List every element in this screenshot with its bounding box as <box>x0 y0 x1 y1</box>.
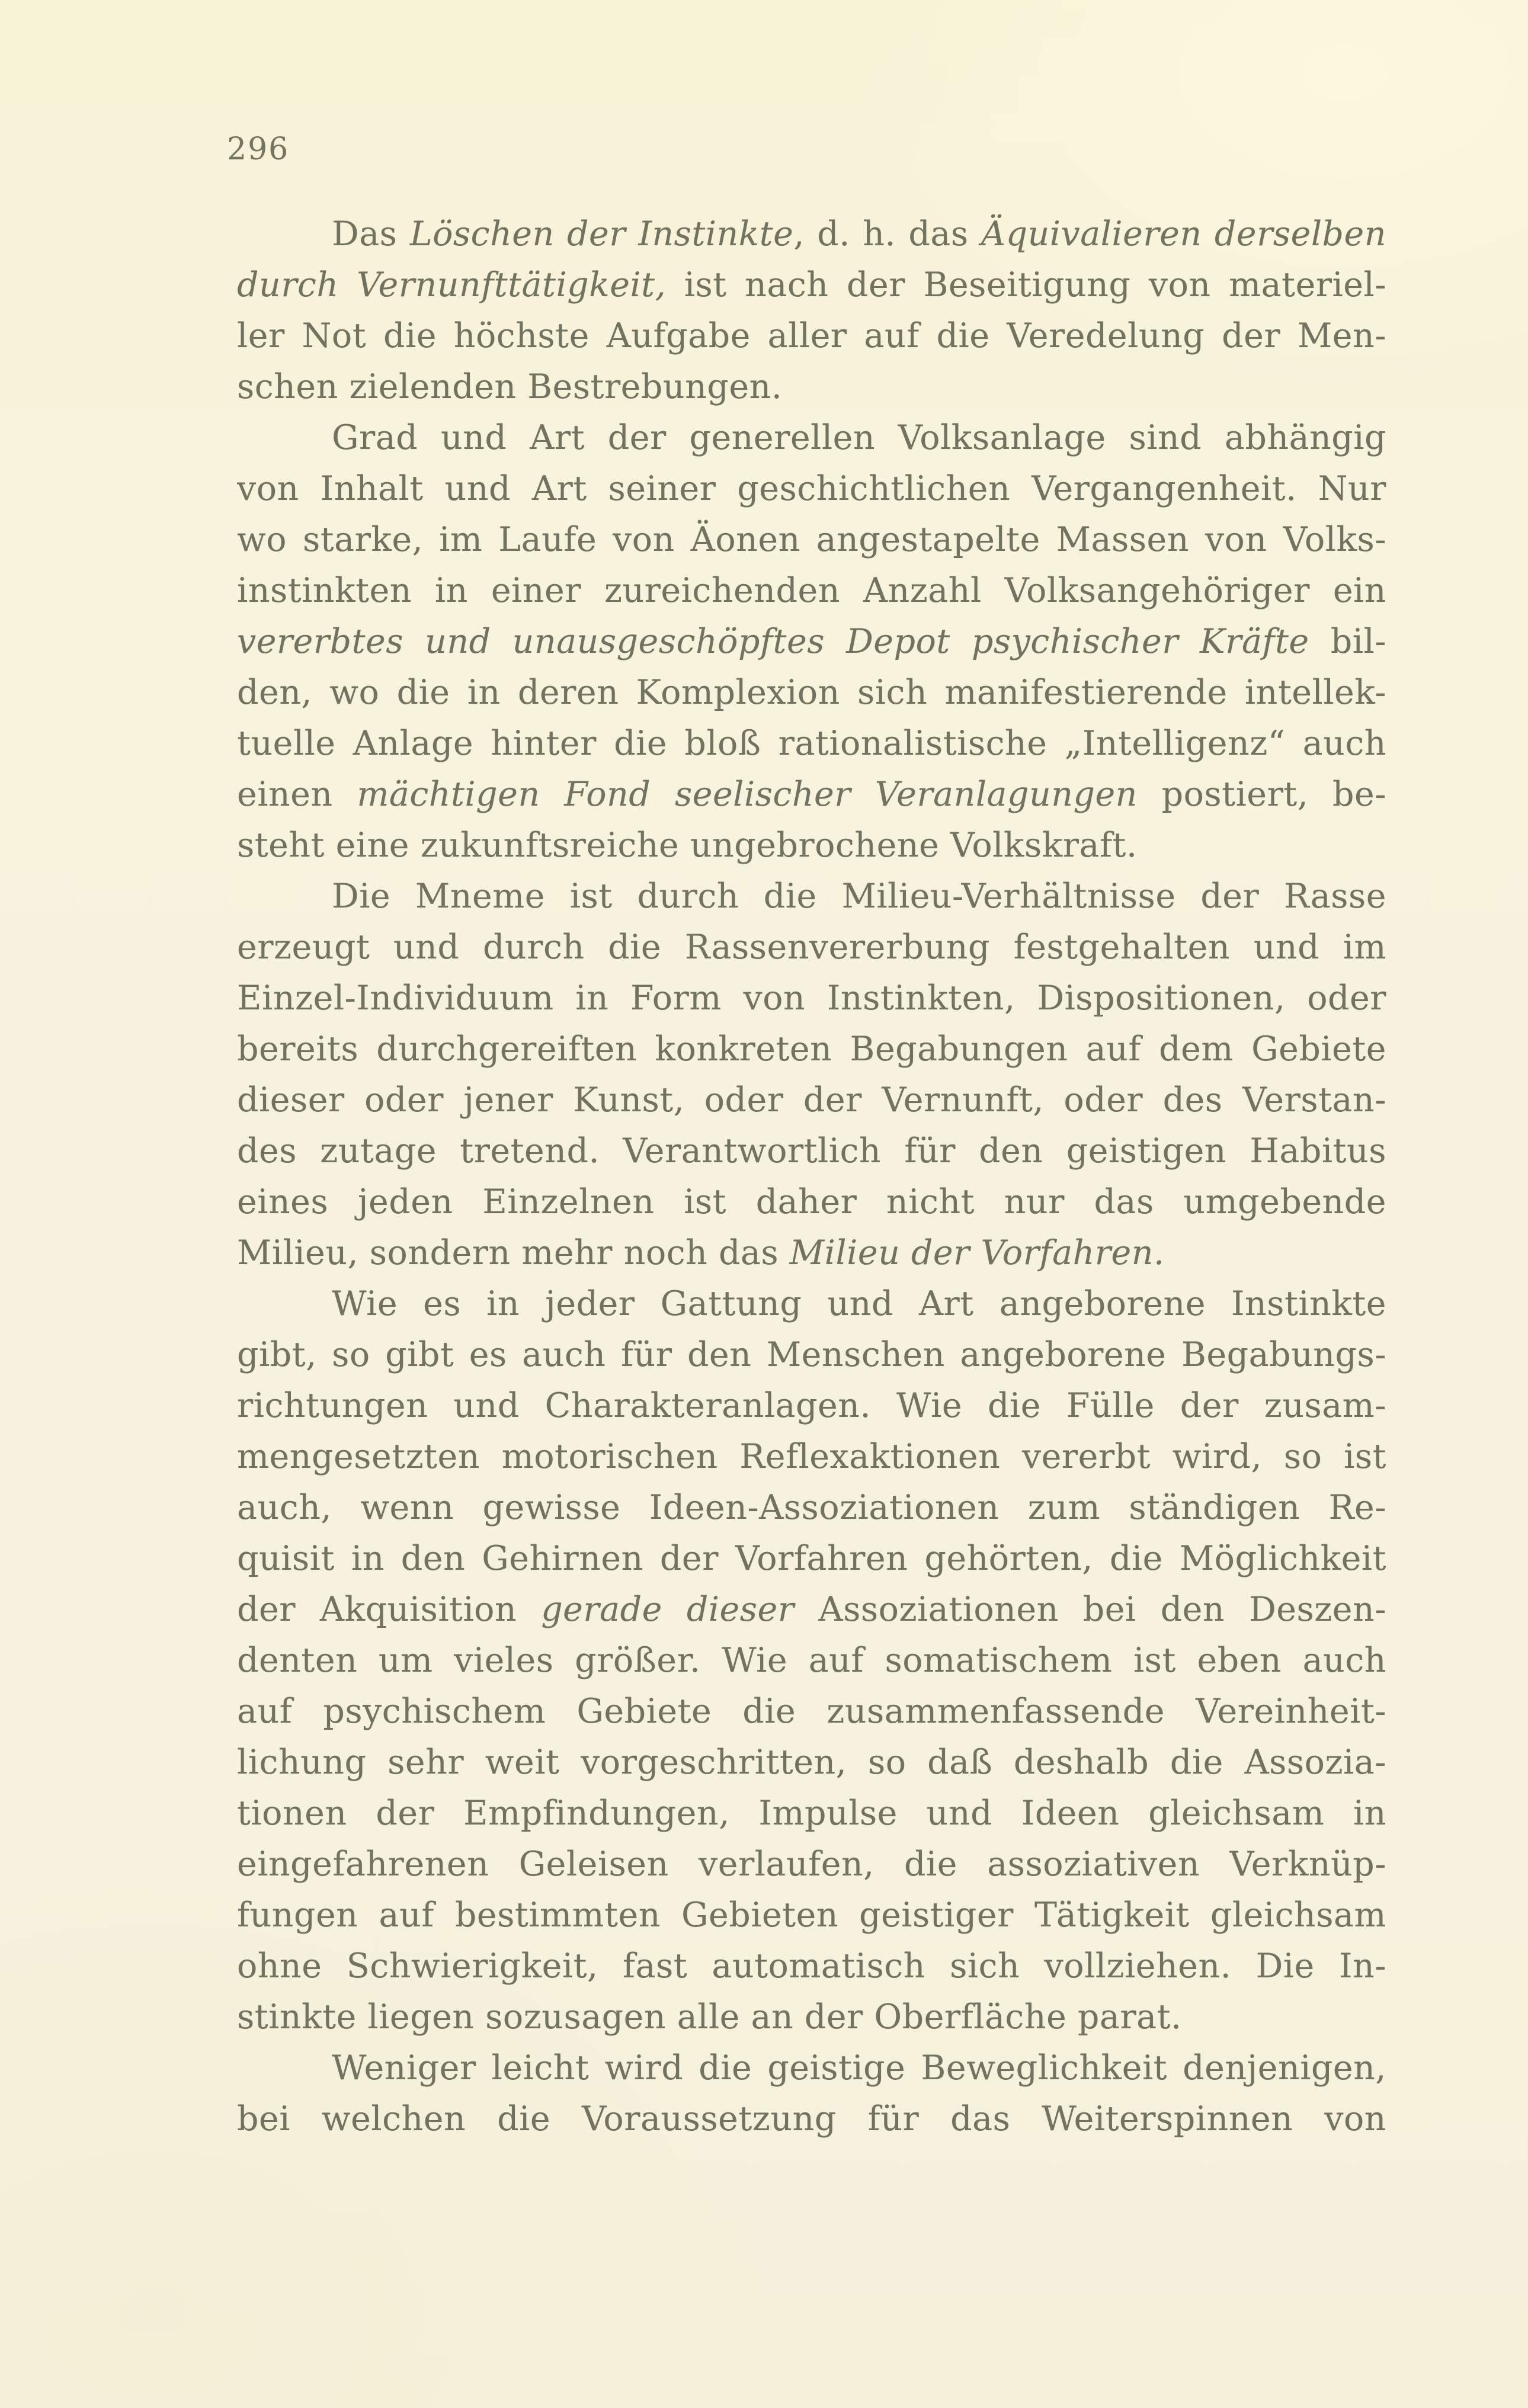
text-run: eines jeden Einzelnen ist daher nicht nur das umgebende <box>237 1182 1386 1221</box>
text-line <box>237 1737 1386 1788</box>
text-line <box>237 769 1386 820</box>
page-number: 296 <box>227 132 290 167</box>
text-run: tuelle Anlage hinter die bloß rationalistische „Intelligenz“ auch <box>237 724 1386 763</box>
text-run: Wie es in jeder Gattung und Art angeborene Instinkte <box>332 1284 1386 1323</box>
text-run: auf psychischem Gebiete die zusammenfassende Vereinheit- <box>237 1692 1386 1731</box>
text-line <box>237 973 1386 1024</box>
text-run: Grad und Art der generellen Volksanlage sind abhängig <box>332 418 1386 457</box>
text-run: Assoziationen bei den Deszen- <box>794 1590 1386 1629</box>
text-run: ler Not die höchste Aufgabe aller auf die Veredelung der Men- <box>237 316 1386 355</box>
text-run: , d. h. das <box>793 214 981 254</box>
text-run: den, wo die in deren Komplexion sich manifestierende intellek- <box>237 673 1386 712</box>
text-line <box>237 1329 1386 1380</box>
text-line <box>237 922 1386 973</box>
text-run: Das <box>332 214 410 254</box>
text-line <box>237 616 1386 667</box>
text-run: des zutage tretend. Verantwortlich für den geistigen Habitus <box>237 1131 1386 1171</box>
text-line <box>237 1686 1386 1737</box>
text-run: bereits durchgereiften konkreten Begabungen auf dem Gebiete <box>237 1030 1386 1069</box>
text-line <box>237 1126 1386 1176</box>
text-run: wo starke, im Laufe von Äonen angestapelte Massen von Volks- <box>237 520 1386 559</box>
text-line <box>237 1227 1386 1278</box>
text-line <box>237 820 1386 871</box>
text-line <box>237 1075 1386 1126</box>
text-run: Weniger leicht wird die geistige Beweglichkeit denjenigen, <box>332 2048 1386 2088</box>
text-run: der Akquisition <box>237 1590 542 1629</box>
text-line <box>237 1788 1386 1839</box>
italic-text-run: vererbtes und unausgeschöpftes Depot psychischer Kräfte <box>237 622 1309 661</box>
text-run: Milieu, sondern mehr noch das <box>237 1233 790 1272</box>
text-line <box>237 1482 1386 1533</box>
text-run: instinkten in einer zureichenden Anzahl Volksangehöriger ein <box>237 571 1386 610</box>
text-line <box>237 1278 1386 1329</box>
text-line <box>237 1992 1386 2043</box>
text-line <box>237 667 1386 718</box>
text-run: tionen der Empfindungen, Impulse und Ideen gleichsam in <box>237 1794 1386 1833</box>
text-line <box>237 361 1386 412</box>
text-line <box>237 1024 1386 1075</box>
text-run: Einzel-Individuum in Form von Instinkten, Dispositionen, oder <box>237 979 1386 1018</box>
text-line <box>237 1380 1386 1431</box>
text-run: von Inhalt und Art seiner geschichtlichen Vergangenheit. Nur <box>237 469 1386 508</box>
text-line <box>237 209 1386 259</box>
text-line <box>237 1584 1386 1635</box>
text-line <box>237 1890 1386 1941</box>
text-line <box>237 2093 1386 2144</box>
text-run: richtungen und Charakteranlagen. Wie die Fülle der zusam- <box>237 1386 1386 1425</box>
text-line <box>237 514 1386 565</box>
text-line <box>237 565 1386 616</box>
italic-text-run: mächtigen Fond seelischer Veranlagungen <box>357 775 1138 814</box>
text-run: stinkte liegen sozusagen alle an der Oberfläche parat. <box>237 1997 1182 2037</box>
text-line <box>237 1533 1386 1584</box>
text-run: Die Mneme ist durch die Milieu-Verhältnisse der Rasse <box>332 877 1386 916</box>
text-line <box>237 310 1386 361</box>
italic-text-run: Milieu der Vorfahren. <box>789 1233 1165 1272</box>
text-run: dieser oder jener Kunst, oder der Vernunft, oder des Verstan- <box>237 1080 1386 1120</box>
text-line <box>237 1635 1386 1686</box>
text-line <box>237 1839 1386 1890</box>
text-run: postiert, be- <box>1137 775 1386 814</box>
text-run: quisit in den Gehirnen der Vorfahren gehörten, die Möglichkeit <box>237 1539 1386 1578</box>
italic-text-run: Äquivalieren derselben <box>981 214 1386 254</box>
text-line <box>237 718 1386 769</box>
text-run: lichung sehr weit vorgeschritten, so daß deshalb die Assozia- <box>237 1743 1386 1782</box>
italic-text-run: gerade dieser <box>541 1590 795 1629</box>
italic-text-run: Löschen der Instinkte <box>409 214 794 254</box>
text-line <box>237 412 1386 463</box>
text-line <box>237 1431 1386 1482</box>
text-run: auch, wenn gewisse Ideen-Assoziationen zum ständigen Re- <box>237 1488 1386 1527</box>
text-run: schen zielenden Bestrebungen. <box>237 367 783 406</box>
text-run: steht eine zukunftsreiche ungebrochene Volkskraft. <box>237 826 1138 865</box>
text-run: bei welchen die Voraussetzung für das Weiterspinnen von <box>237 2099 1386 2138</box>
text-line <box>237 463 1386 514</box>
text-run: ohne Schwierigkeit, fast automatisch sich vollziehen. Die In- <box>237 1947 1386 1986</box>
text-run: denten um vieles größer. Wie auf somatischem ist eben auch <box>237 1641 1386 1680</box>
text-line <box>237 2043 1386 2093</box>
text-run: fungen auf bestimmten Gebieten geistiger Tätigkeit gleichsam <box>237 1896 1386 1935</box>
text-line <box>237 1941 1386 1992</box>
body-text <box>237 209 1386 2144</box>
text-run: eingefahrenen Geleisen verlaufen, die assoziativen Verknüp- <box>237 1845 1386 1884</box>
text-run: bil- <box>1309 622 1386 661</box>
text-run: mengesetzten motorischen Reflexaktionen vererbt wird, so ist <box>237 1437 1386 1476</box>
text-line <box>237 1176 1386 1227</box>
text-line <box>237 871 1386 922</box>
text-run: gibt, so gibt es auch für den Menschen angeborene Begabungs- <box>237 1335 1386 1374</box>
text-line <box>237 259 1386 310</box>
text-run: erzeugt und durch die Rassenvererbung festgehalten und im <box>237 928 1386 967</box>
text-run: einen <box>237 775 357 814</box>
text-run: ist nach der Beseitigung von materiel- <box>666 265 1386 304</box>
italic-text-run: durch Vernunfttätigkeit, <box>237 265 667 304</box>
